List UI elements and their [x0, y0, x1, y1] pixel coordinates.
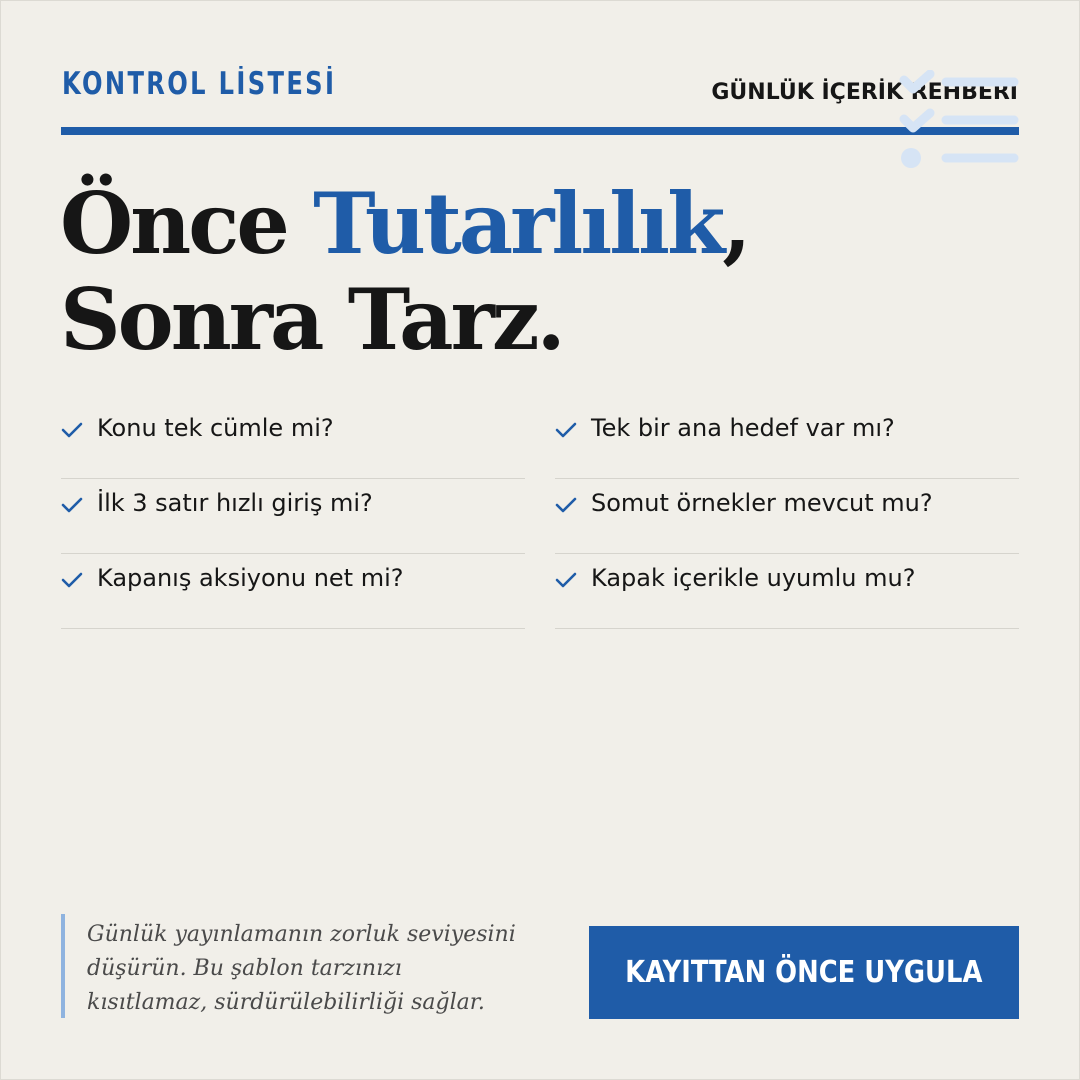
headline-line2: Sonra Tarz.: [60, 270, 563, 369]
checklist-item-label: Kapanış aksiyonu net mi?: [97, 564, 404, 592]
headline-line1: [60, 174, 749, 273]
check-icon: [555, 569, 577, 591]
headline: [60, 176, 749, 368]
footer-note: [61, 914, 531, 1018]
footer-note-line: Günlük yayınlamanın zorluk seviyesini: [87, 922, 516, 947]
checklist-icon: [896, 70, 1022, 170]
footer-note-line: düşürün. Bu şablon tarzınızı: [87, 956, 402, 981]
checklist: [61, 404, 1019, 629]
check-icon: [61, 494, 83, 516]
headline-comma: ,: [722, 174, 749, 273]
checklist-item: [61, 404, 525, 479]
checklist-item: [555, 554, 1019, 629]
headline-text-start: Önce: [60, 174, 314, 273]
checklist-item: [61, 479, 525, 554]
checklist-item: [555, 404, 1019, 479]
tagline: GÜNLÜK İÇERİK REHBERİ: [711, 80, 1018, 105]
checklist-item-label: Konu tek cümle mi?: [97, 414, 334, 442]
header-divider: [61, 127, 1019, 135]
footer-note-line: kısıtlamaz, sürdürülebilirliği sağlar.: [87, 990, 485, 1015]
checklist-item: [555, 479, 1019, 554]
checklist-item-label: Tek bir ana hedef var mı?: [591, 414, 895, 442]
check-icon: [61, 419, 83, 441]
check-icon: [61, 569, 83, 591]
checklist-item-label: Kapak içerikle uyumlu mu?: [591, 564, 916, 592]
check-icon: [555, 419, 577, 441]
apply-before-recording-button[interactable]: [589, 926, 1019, 1019]
checklist-item-label: İlk 3 satır hızlı giriş mi?: [97, 489, 373, 517]
eyebrow-label: KONTROL LİSTESİ: [62, 66, 337, 102]
check-icon: [555, 494, 577, 516]
checklist-item-label: Somut örnekler mevcut mu?: [591, 489, 933, 517]
checklist-item: [61, 554, 525, 629]
cta-label: KAYITTAN ÖNCE UYGULA: [625, 955, 983, 990]
headline-accent: Tutarlılık: [313, 174, 723, 273]
